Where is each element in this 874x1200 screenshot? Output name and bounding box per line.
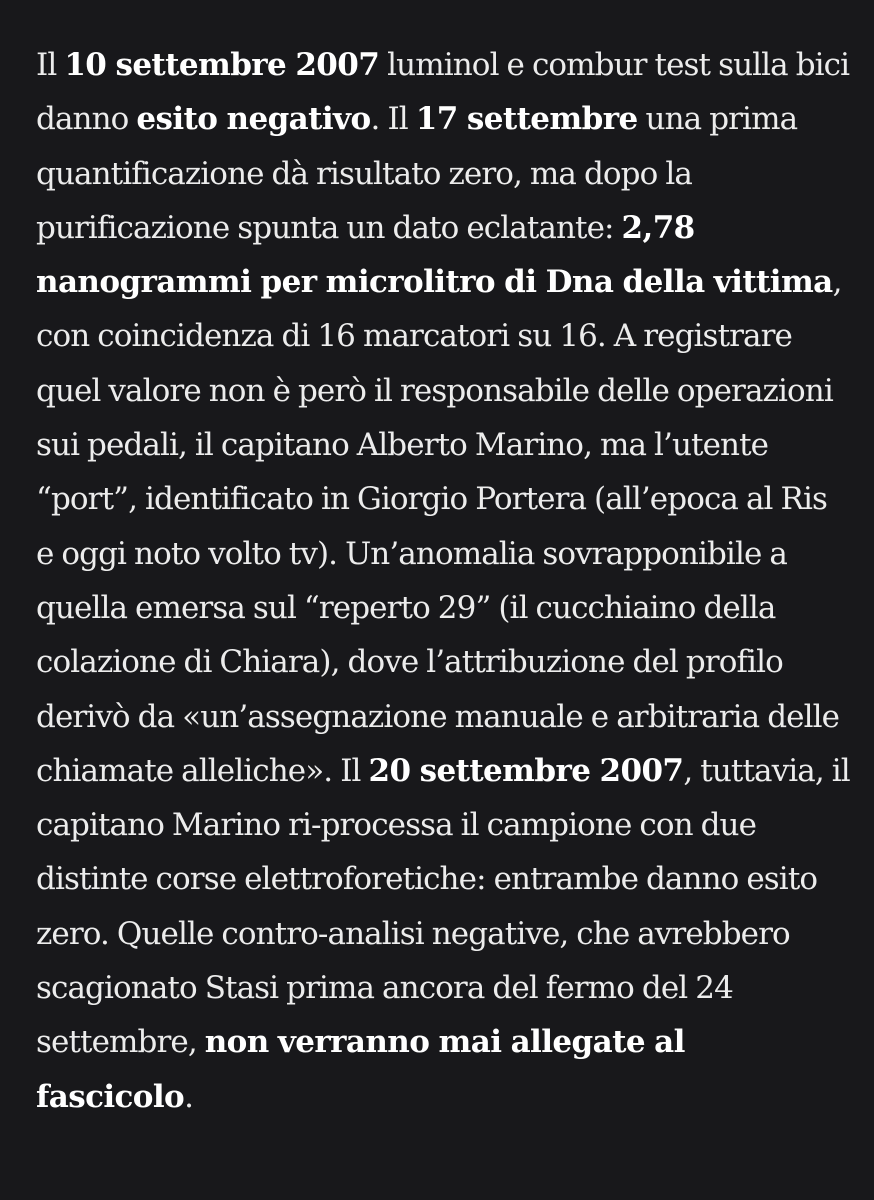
article-body <box>36 38 851 1124</box>
text-segment: , con coincidenza di 16 marcatori su 16. A registrare quel valore non è però il responsabile delle operazioni sui pedali, il capitano Alberto Marino, ma l’utente “port”, identificato in Giorgio Portera (all’epoca al Ris e oggi noto volto tv). Un’anomalia sovrapponibile a quella emersa sul “reperto 29” (il cucchiaino della colazione di Chiara), dove l’attribuzione del profilo derivò da «un’assegnazione manuale e arbitraria delle chiamate alleliche». Il <box>36 264 842 789</box>
highlighted-measurement: 2,78 nanogrammi per microlitro di Dna della vittima <box>36 209 833 301</box>
article-paragraph <box>36 38 851 1124</box>
text-segment: . Il <box>370 101 416 138</box>
highlighted-result: esito negativo <box>136 101 371 138</box>
highlighted-conclusion: non verranno mai allegate al fascicolo <box>36 1024 685 1115</box>
text-segment: , tuttavia, il capitano Marino ri-processa il campione con due distinte corse elettroforetiche: entrambe danno esito zero. Quelle contro-analisi negative, che avrebbero scagionato Stasi prima ancora del fermo del 24 settembre, <box>36 752 850 1061</box>
text-segment: . <box>184 1078 194 1115</box>
text-segment: Il <box>36 47 65 83</box>
text-segment: una prima quantificazione dà risultato zero, ma dopo la purificazione spunta un dato eclatante: <box>36 101 798 246</box>
text-segment: luminol e combur test sulla bici danno <box>36 47 850 138</box>
highlighted-date: 10 settembre 2007 <box>64 47 380 83</box>
highlighted-date: 17 settembre <box>415 101 638 138</box>
highlighted-date: 20 settembre 2007 <box>368 752 684 789</box>
